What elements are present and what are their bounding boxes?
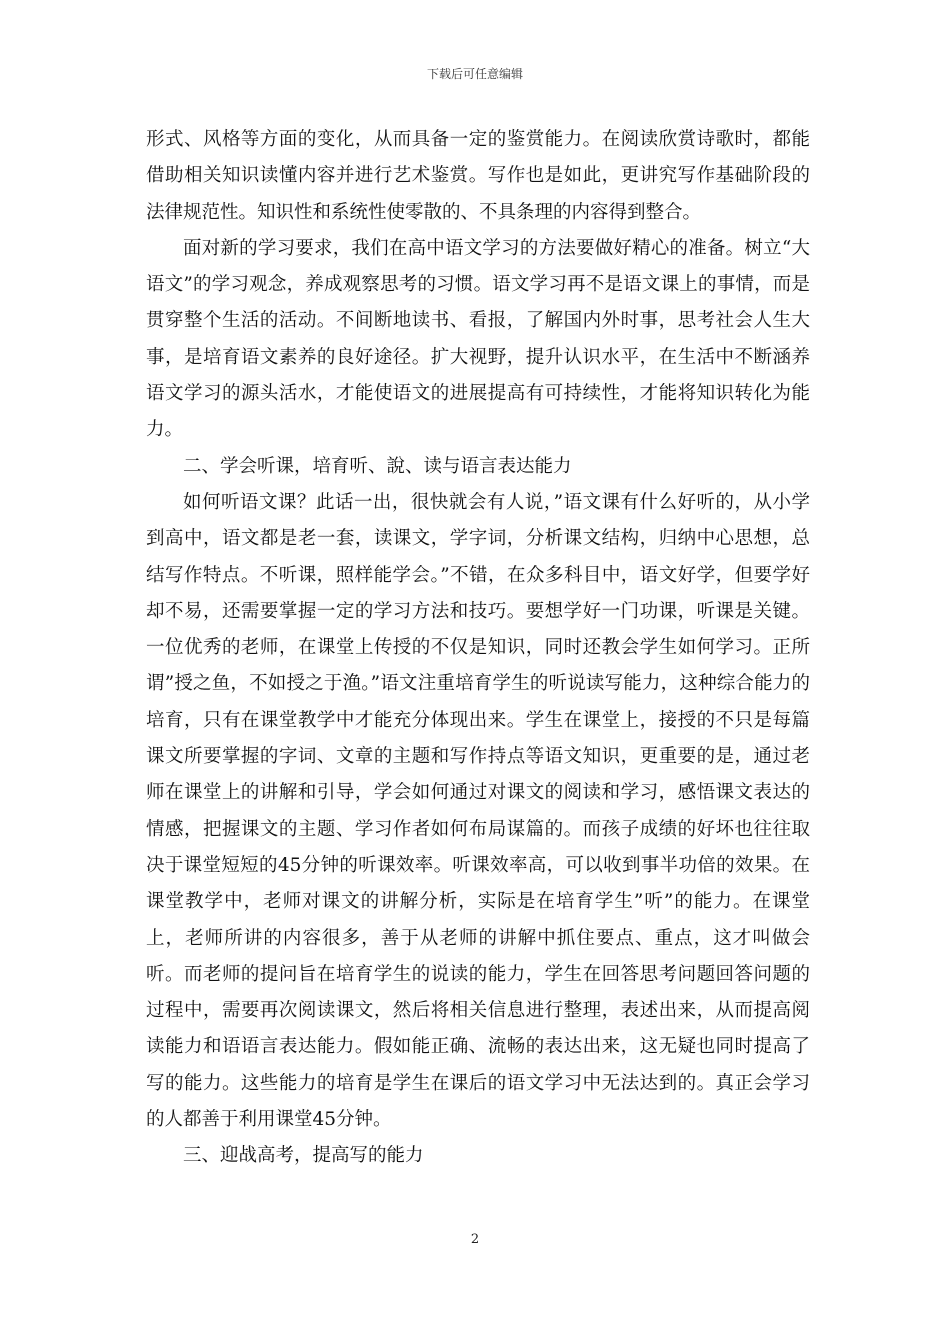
paragraph-continued: 形式、风格等方面的变化，从而具备一定的鉴赏能力。在阅读欣赏诗歌时，都能借助相关知识读懂内容并进行艺术鉴赏。写作也是如此，更讲究写作基础阶段的法律规范性。知识性和系统性使零散的、不具条理的内容得到整合。 bbox=[146, 129, 810, 223]
section-heading-listening: 二、学会听课，培育听、說、读与语言表达能力 bbox=[183, 455, 572, 477]
document-body bbox=[146, 122, 810, 1175]
page-header: 下载后可任意编辑 bbox=[426, 67, 523, 81]
page-number: 2 bbox=[470, 1232, 480, 1247]
paragraph-learning-methods: 面对新的学习要求，我们在高中语文学习的方法要做好精心的准备。树立“大语文”的学习观念，养成观察思考的习惯。语文学习再不是语文课上的事情，而是贯穿整个生活的活动。不间断地读书、看报，了解国内外时事，思考社会人生大事，是培育语文素养的良好途径。扩大视野，提升认识水平，在生活中不断涵养语文学习的源头活水，才能使语文的进展提高有可持续性，才能将知识转化为能力。 bbox=[146, 237, 810, 441]
paragraph-listening: 如何听语文课？此话一出，很快就会有人说，”语文课有什么好听的，从小学到高中，语文都是老一套，读课文，学字词，分析课文结构，归纳中心思想，总结写作特点。不听课，照样能学会。”不错，在众多科目中，语文好学，但要学好却不易，还需要掌握一定的学习方法和技巧。要想学好一门功课，听课是关键。一位优秀的老师，在课堂上传授的不仅是知识，同时还教会学生如何学习。正所谓”授之鱼，不如授之于渔。”语文注重培育学生的听说读写能力，这种综合能力的培育，只有在课堂教学中才能充分体现出来。学生在课堂上，接授的不只是每篇课文所要掌握的字词、文章的主题和写作持点等语文知识，更重要的是，通过老师在课堂上的讲解和引导，学会如何通过对课文的阅读和学习，感悟课文表达的情感，把握课文的主题、学习作者如何布局谋篇的。而孩子成绩的好坏也往往取决于课堂短短的45分钟的听课效率。听课效率高，可以收到事半功倍的效果。在课堂教学中，老师对课文的讲解分析，实际是在培育学生”听”的能力。在课堂上，老师所讲的内容很多，善于从老师的讲解中抓住要点、重点，这才叫做会听。而老师的提问旨在培育学生的说读的能力，学生在回答思考问题回答问题的过程中，需要再次阅读课文，然后将相关信息进行整理，表述出来，从而提高阅读能力和语语言表达能力。假如能正确、流畅的表达出来，这无疑也同时提高了写的能力。这些能力的培育是学生在课后的语文学习中无法达到的。真正会学习的人都善于利用课堂45分钟。 bbox=[146, 491, 810, 1131]
section-heading-writing: 三、迎战高考，提高写的能力 bbox=[183, 1145, 424, 1167]
